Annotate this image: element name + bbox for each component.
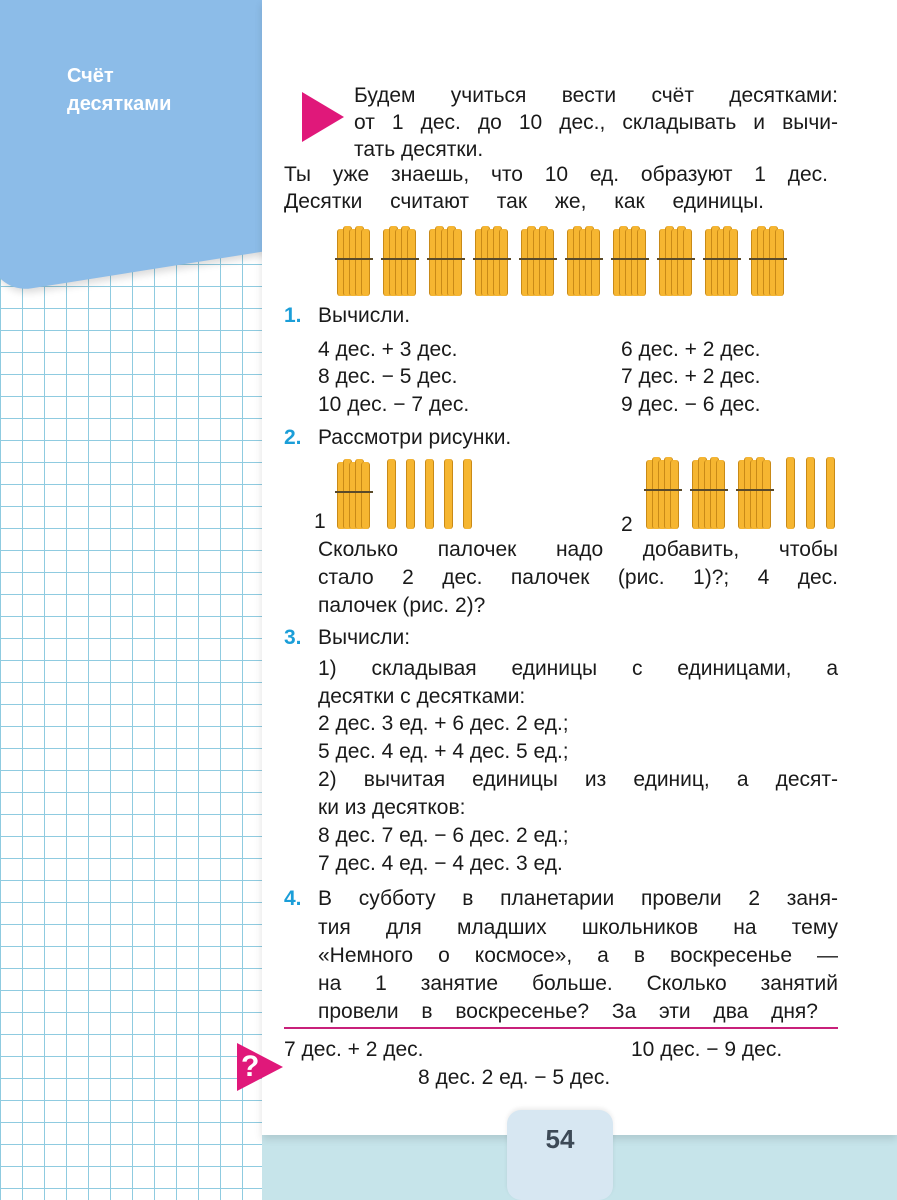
ten-sticks-bundle	[521, 226, 555, 296]
intro-line-3: тать десятки.	[354, 138, 484, 161]
task-1-right-1: 6 дес. + 2 дес.	[621, 338, 761, 361]
section-divider	[284, 1027, 838, 1029]
task-2-question-3: палочек (рис. 2)?	[318, 594, 486, 617]
picture-1-label: 1	[314, 510, 326, 533]
task-3-line-1: 1) складывая единицы с единицами, а	[318, 657, 838, 680]
ten-sticks-bundle	[383, 226, 417, 296]
task-3-line-4: 5 дес. 4 ед. + 4 дес. 5 ед.;	[318, 740, 569, 763]
task-1-left-1: 4 дес. + 3 дес.	[318, 338, 458, 361]
extra-center-expression: 8 дес. 2 ед. − 5 дес.	[418, 1066, 611, 1089]
task-3-line-7: 8 дес. 7 ед. − 6 дес. 2 ед.;	[318, 824, 569, 847]
task-4-line-1: В субботу в планетарии провели 2 заня-	[318, 887, 838, 910]
task-1-number: 1.	[284, 304, 302, 327]
lead-line-2: Десятки считают так же, как единицы.	[284, 190, 764, 213]
single-stick	[406, 459, 415, 529]
task-3-number: 3.	[284, 626, 302, 649]
intro-line-2: от 1 дес. до 10 дес., складывать и вычи-	[354, 111, 838, 134]
task-4-line-2: тия для младших школьников на тему	[318, 916, 838, 939]
task-1-left-3: 10 дес. − 7 дес.	[318, 393, 470, 416]
ten-sticks-bundle	[646, 457, 680, 529]
task-1-title: Вычисли.	[318, 304, 411, 327]
task-1-right-3: 9 дес. − 6 дес.	[621, 393, 761, 416]
ten-sticks-bundle	[567, 226, 601, 296]
task-3-line-5: 2) вычитая единицы из единиц, а десят-	[318, 768, 838, 791]
task-3-line-8: 7 дес. 4 ед. − 4 дес. 3 ед.	[318, 852, 563, 875]
single-stick	[444, 459, 453, 529]
task-4-line-5: провели в воскресенье? За эти два дня?	[318, 1000, 818, 1023]
task-2-question-2: стало 2 дес. палочек (рис. 1)?; 4 дес.	[318, 566, 838, 589]
extra-right-expression: 10 дес. − 9 дес.	[631, 1038, 783, 1061]
ten-sticks-bundle	[705, 226, 739, 296]
intro-triangle-icon	[302, 92, 344, 142]
single-stick	[826, 457, 835, 529]
single-stick	[387, 459, 396, 529]
intro-line-1: Будем учиться вести счёт десятками:	[354, 84, 838, 107]
ten-sticks-bundle	[475, 226, 509, 296]
ten-sticks-bundle	[429, 226, 463, 296]
task-4-number: 4.	[284, 887, 302, 910]
task-3-line-3: 2 дес. 3 ед. + 6 дес. 2 ед.;	[318, 712, 569, 735]
single-stick	[425, 459, 434, 529]
task-2-title: Рассмотри рисунки.	[318, 426, 512, 449]
ten-sticks-bundle	[337, 226, 371, 296]
task-2-question-1: Сколько палочек надо добавить, чтобы	[318, 538, 838, 561]
extra-left-expression: 7 дес. + 2 дес.	[284, 1038, 424, 1061]
task-2-number: 2.	[284, 426, 302, 449]
ten-sticks-bundle	[738, 457, 772, 529]
task-4-line-3: «Немного о космосе», а в воскресенье —	[318, 944, 838, 967]
ten-sticks-bundle	[659, 226, 693, 296]
task-3-title: Вычисли:	[318, 626, 411, 649]
single-stick	[806, 457, 815, 529]
task-4-line-4: на 1 занятие больше. Сколько занятий	[318, 972, 838, 995]
task-3-line-2: десятки с десятками:	[318, 685, 526, 708]
ten-sticks-bundle	[692, 457, 726, 529]
page-number: 54	[545, 1124, 575, 1154]
single-stick	[786, 457, 795, 529]
task-1-left-2: 8 дес. − 5 дес.	[318, 365, 458, 388]
ten-sticks-bundle	[613, 226, 647, 296]
picture-2-label: 2	[621, 513, 633, 536]
topic-title: Счёт десятками	[67, 65, 172, 115]
question-mark-icon: ?	[241, 1050, 260, 1083]
lead-line-1: Ты уже знаешь, что 10 ед. образуют 1 дес.	[284, 163, 828, 186]
ten-sticks-bundle	[337, 459, 371, 529]
task-3-line-6: ки из десятков:	[318, 796, 466, 819]
task-1-right-2: 7 дес. + 2 дес.	[621, 365, 761, 388]
ten-sticks-bundle	[751, 226, 785, 296]
single-stick	[463, 459, 472, 529]
